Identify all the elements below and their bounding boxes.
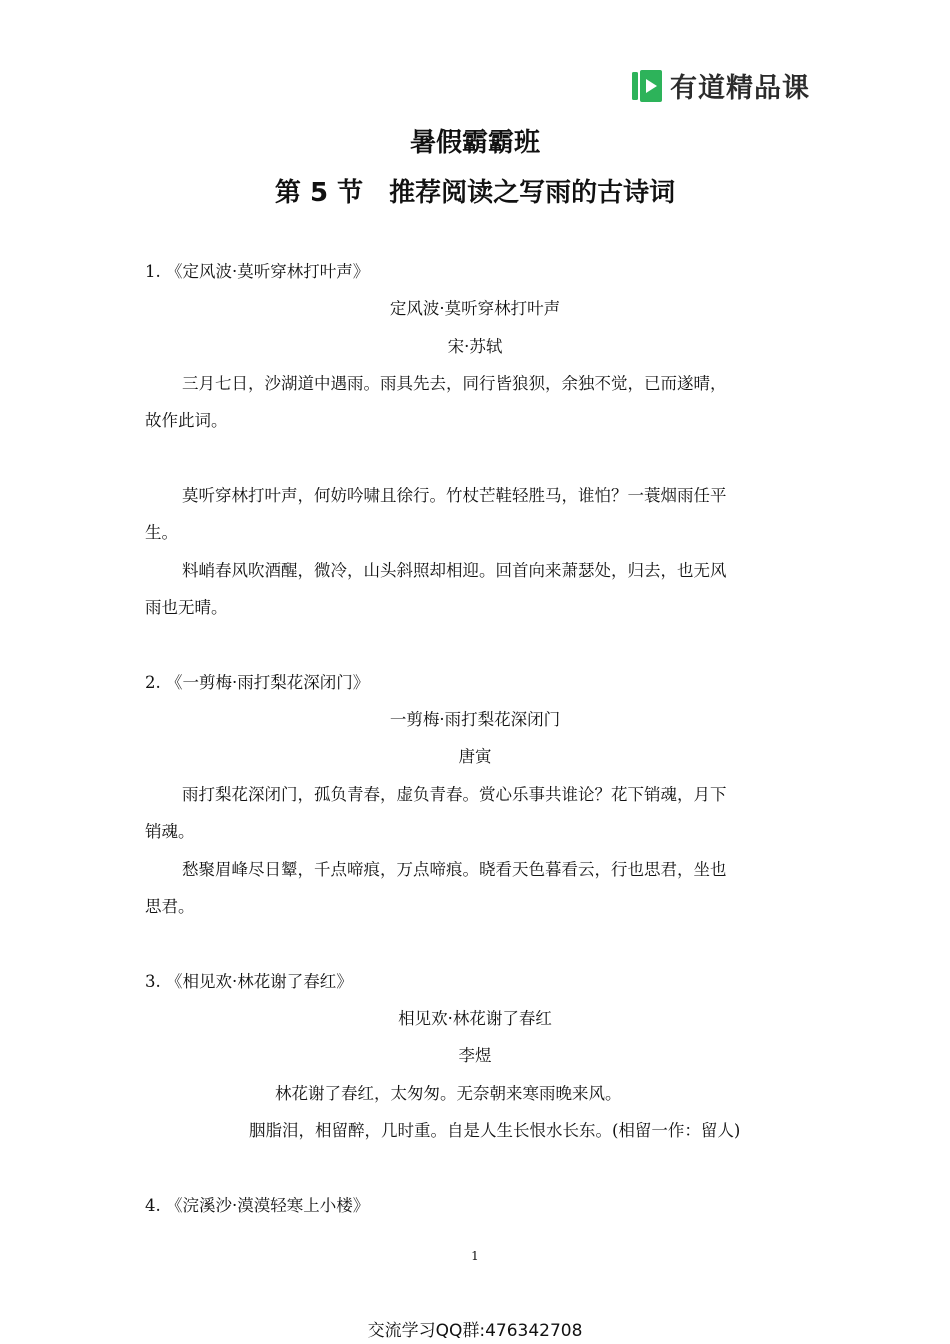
- poem-line: 愁聚眉峰尽日颦，千点啼痕，万点啼痕。晓看天色暮看云，行也思君，坐也: [182, 860, 727, 879]
- footer-note: 交流学习QQ群:476342708: [367, 1321, 583, 1341]
- poem-line: 生。: [145, 523, 178, 542]
- poem-author: 宋·苏轼: [447, 337, 503, 356]
- poem-author: 李煜: [458, 1046, 492, 1065]
- poem-line: 雨也无晴。: [145, 598, 228, 617]
- page-subtitle: 第 5 节 推荐阅读之写雨的古诗词: [274, 178, 676, 208]
- poem-preface-line: 故作此词。: [145, 411, 228, 430]
- page-number: 1: [471, 1249, 479, 1263]
- brand-name: 有道精品课: [670, 73, 810, 104]
- poem-line: 料峭春风吹酒醒，微冷，山头斜照却相迎。回首向来萧瑟处，归去，也无风: [182, 561, 727, 580]
- poem-title: 定风波·莫听穿林打叶声: [389, 299, 561, 318]
- poem-title: 相见欢·林花谢了春红: [398, 1009, 552, 1028]
- poem-line: 销魂。: [145, 822, 195, 841]
- brand-logo: [632, 66, 810, 105]
- section-heading: 4. 《浣溪沙·漠漠轻寒上小楼》: [145, 1196, 370, 1215]
- poem-author: 唐寅: [458, 747, 492, 766]
- section-heading: 1. 《定风波·莫听穿林打叶声》: [145, 262, 370, 281]
- poem-title: 一剪梅·雨打梨花深闭门: [389, 710, 561, 729]
- poem-line: 思君。: [145, 897, 195, 916]
- section-heading: 3. 《相见欢·林花谢了春红》: [145, 972, 353, 991]
- poem-line: 雨打梨花深闭门，孤负青春，虚负青春。赏心乐事共谁论？花下销魂，月下: [182, 785, 727, 804]
- play-book-icon: [632, 70, 662, 102]
- page-title: 暑假霸霸班: [409, 128, 540, 158]
- section-heading: 2. 《一剪梅·雨打梨花深闭门》: [145, 673, 370, 692]
- poem-line: 胭脂泪，相留醉，几时重。自是人生长恨水长东。(相留一作：留人): [249, 1121, 741, 1140]
- poem-line: 林花谢了春红，太匆匆。无奈朝来寒雨晚来风。: [275, 1084, 622, 1103]
- poem-preface-line: 三月七日，沙湖道中遇雨。雨具先去，同行皆狼狈，余独不觉，已而遂晴，: [182, 374, 727, 393]
- poem-line: 莫听穿林打叶声，何妨吟啸且徐行。竹杖芒鞋轻胜马，谁怕？一蓑烟雨任平: [182, 486, 727, 505]
